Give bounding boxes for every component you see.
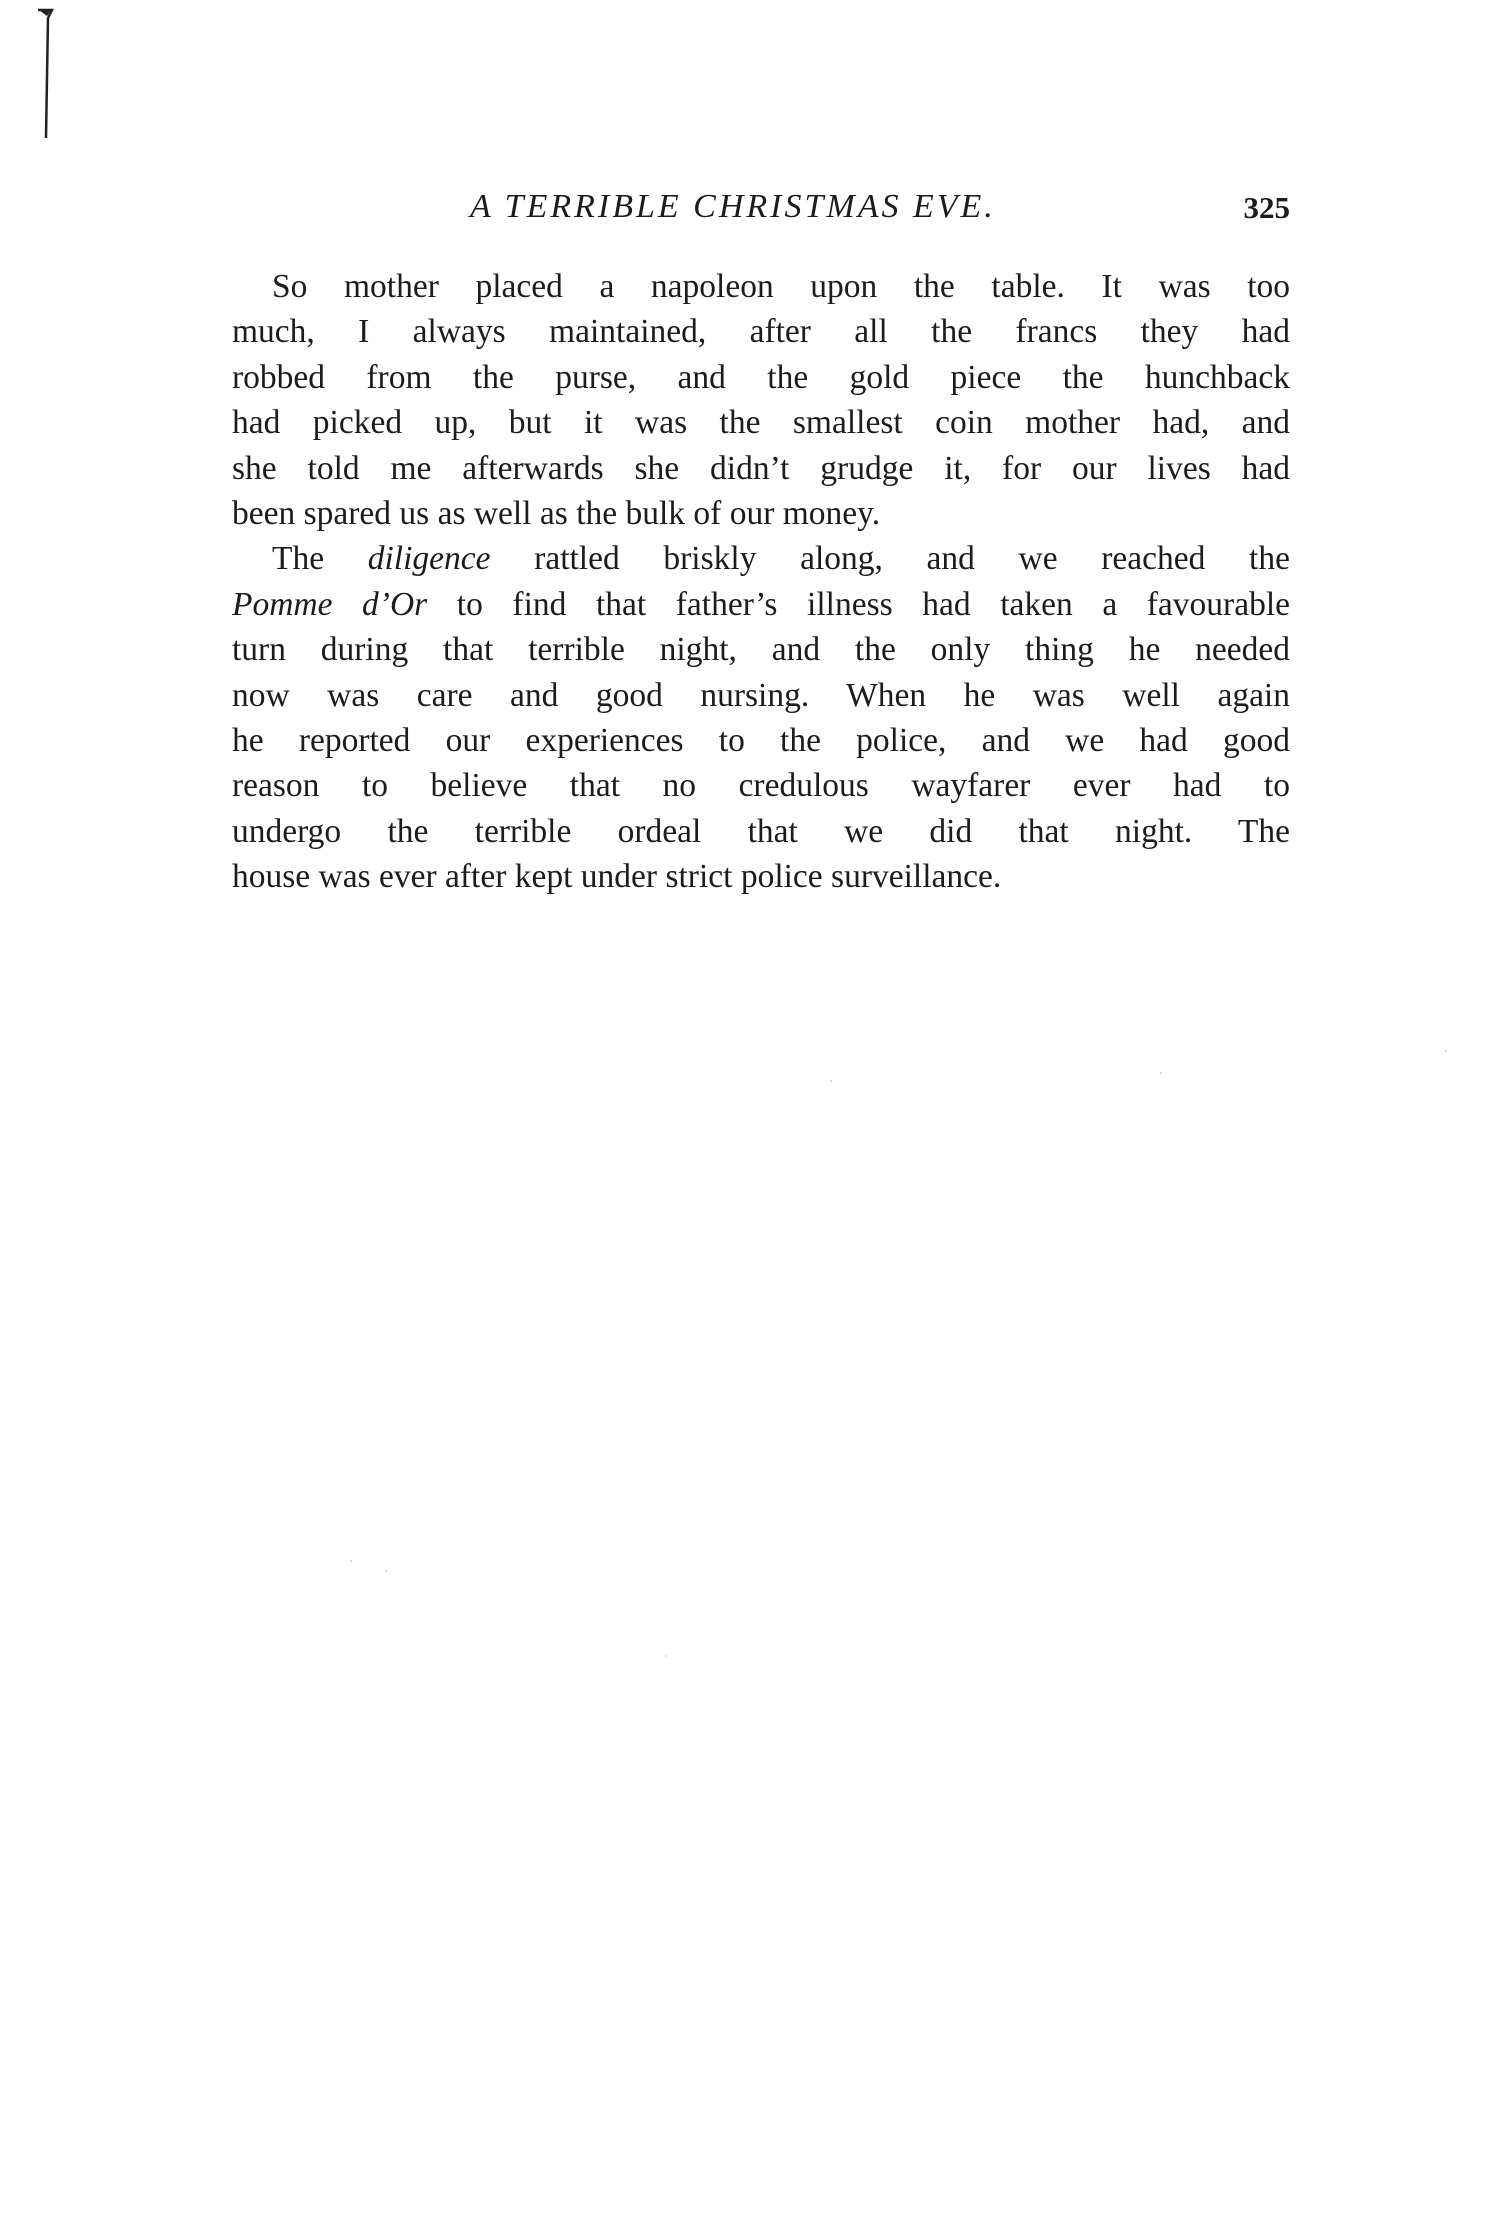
text-line: she told me afterwards she didn’t grudge it, for our lives had	[232, 449, 1290, 487]
scan-speck	[1445, 1050, 1447, 1052]
text-line: undergo the terrible ordeal that we did that night. The	[232, 812, 1290, 850]
text-line: much, I always maintained, after all the francs they had	[232, 313, 1290, 351]
text-line: now was care and good nursing. When he was well again	[232, 676, 1290, 714]
italic-name-pomme-dor: Pomme d’Or	[232, 585, 428, 623]
scan-speck	[665, 1655, 667, 1657]
running-title: A TERRIBLE CHRISTMAS EVE.	[470, 188, 996, 225]
running-head	[230, 188, 1290, 238]
text-line: reason to believe that no credulous wayfarer ever had to	[232, 767, 1290, 805]
scan-speck	[1160, 1072, 1162, 1074]
body-text	[232, 264, 1290, 900]
scan-margin-mark	[36, 8, 54, 140]
scan-speck	[385, 1570, 387, 1572]
scan-speck	[830, 1080, 832, 1082]
text-line: robbed from the purse, and the gold piece the hunchback	[232, 358, 1290, 396]
text-run: rattled briskly along, and we reached the	[490, 540, 1290, 578]
text-line	[232, 582, 1290, 627]
italic-word-diligence: diligence	[367, 540, 491, 578]
text-line: he reported our experiences to the police, and we had good	[232, 722, 1290, 760]
paragraph-2	[232, 536, 1290, 899]
scan-speck	[350, 1560, 352, 1562]
text-line: had picked up, but it was the smallest coin mother had, and	[232, 404, 1290, 442]
text-run: The	[272, 540, 368, 578]
page-number: 325	[1243, 190, 1290, 225]
paragraph-1	[232, 264, 1290, 536]
text-line: So mother placed a napoleon upon the table. It was too	[272, 268, 1290, 305]
text-line: turn during that terrible night, and the only thing he needed	[232, 631, 1290, 669]
text-line: house was ever after kept under strict police surveillance.	[232, 858, 1002, 896]
text-line	[232, 536, 1290, 581]
text-run: to find that father’s illness had taken a favourable	[427, 585, 1290, 623]
text-line: been spared us as well as the bulk of our money.	[232, 495, 881, 533]
